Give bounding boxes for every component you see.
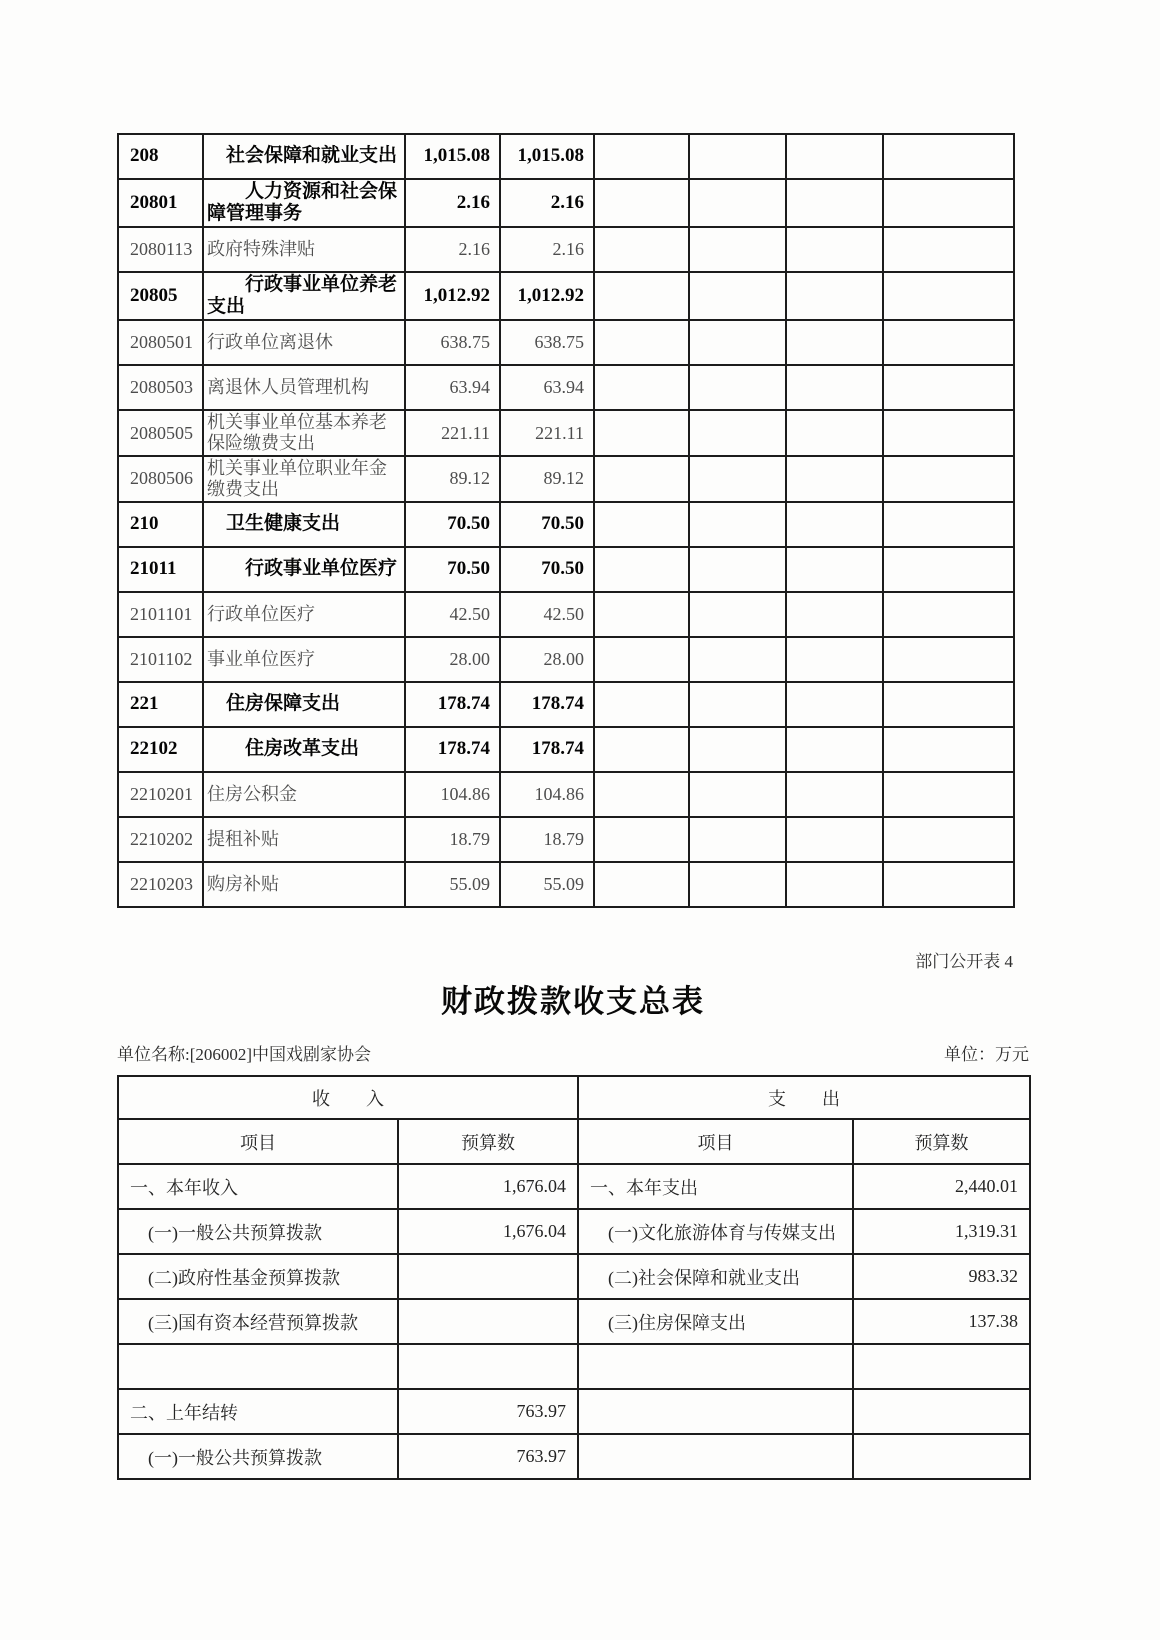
empty-cell <box>786 227 883 272</box>
v2-cell: 178.74 <box>500 682 594 727</box>
empty-cell <box>594 410 689 456</box>
v2-cell: 1,012.92 <box>500 272 594 320</box>
table-row <box>118 179 1014 227</box>
empty-cell <box>689 320 786 365</box>
code-cell: 21011 <box>118 547 203 592</box>
sheet-label: 部门公开表 4 <box>915 952 1013 971</box>
expense-value-cell <box>853 1434 1030 1479</box>
v2-cell: 89.12 <box>500 456 594 502</box>
name-cell: 提租补贴 <box>203 817 405 862</box>
expense-section-header: 支 出 <box>578 1076 1030 1119</box>
v2-cell: 104.86 <box>500 772 594 817</box>
v1-cell: 70.50 <box>405 502 500 547</box>
expense-budget-header: 预算数 <box>853 1119 1030 1164</box>
v1-cell: 42.50 <box>405 592 500 637</box>
expense-item-cell: (三)住房保障支出 <box>578 1299 853 1344</box>
name-cell: 住房改革支出 <box>203 727 405 772</box>
empty-cell <box>594 179 689 227</box>
v1-cell: 55.09 <box>405 862 500 907</box>
expense-value-cell <box>853 1389 1030 1434</box>
table-row <box>118 410 1014 456</box>
summary-table-head <box>118 1076 1030 1164</box>
name-cell: 卫生健康支出 <box>203 502 405 547</box>
empty-cell <box>689 592 786 637</box>
income-item-cell: 一、本年收入 <box>118 1164 398 1209</box>
table-row <box>118 502 1014 547</box>
income-value-cell <box>398 1344 578 1389</box>
table-row <box>118 637 1014 682</box>
code-cell: 2080503 <box>118 365 203 410</box>
table-row <box>118 817 1014 862</box>
v2-cell: 2.16 <box>500 227 594 272</box>
empty-cell <box>786 179 883 227</box>
table-row <box>118 1434 1030 1479</box>
name-cell: 机关事业单位基本养老保险缴费支出 <box>203 410 405 456</box>
empty-cell <box>594 365 689 410</box>
income-value-cell: 763.97 <box>398 1434 578 1479</box>
table-row <box>118 227 1014 272</box>
code-cell: 2210202 <box>118 817 203 862</box>
table-row <box>118 1209 1030 1254</box>
table-row <box>118 727 1014 772</box>
funding-summary-table <box>117 1075 1031 1480</box>
empty-cell <box>689 502 786 547</box>
empty-cell <box>594 727 689 772</box>
income-value-cell: 1,676.04 <box>398 1164 578 1209</box>
code-cell: 22102 <box>118 727 203 772</box>
v1-cell: 18.79 <box>405 817 500 862</box>
empty-cell <box>786 592 883 637</box>
expense-value-cell: 983.32 <box>853 1254 1030 1299</box>
name-cell: 行政单位医疗 <box>203 592 405 637</box>
empty-cell <box>883 862 1014 907</box>
code-cell: 210 <box>118 502 203 547</box>
code-cell: 2080506 <box>118 456 203 502</box>
name-cell: 政府特殊津贴 <box>203 227 405 272</box>
empty-cell <box>594 227 689 272</box>
code-cell: 208 <box>118 134 203 179</box>
expense-item-header: 项目 <box>578 1119 853 1164</box>
income-item-header: 项目 <box>118 1119 398 1164</box>
v1-cell: 178.74 <box>405 682 500 727</box>
empty-cell <box>883 547 1014 592</box>
table-row <box>118 1389 1030 1434</box>
code-cell: 20805 <box>118 272 203 320</box>
empty-cell <box>594 682 689 727</box>
empty-cell <box>689 410 786 456</box>
table-row <box>118 272 1014 320</box>
table-row <box>118 1299 1030 1344</box>
empty-cell <box>594 134 689 179</box>
table-row <box>118 365 1014 410</box>
table-row <box>118 547 1014 592</box>
expense-value-cell: 2,440.01 <box>853 1164 1030 1209</box>
empty-cell <box>786 410 883 456</box>
v1-cell: 638.75 <box>405 320 500 365</box>
empty-cell <box>594 592 689 637</box>
empty-cell <box>689 772 786 817</box>
page-title: 财政拨款收支总表 <box>441 984 705 1019</box>
empty-cell <box>883 456 1014 502</box>
empty-cell <box>883 365 1014 410</box>
v2-cell: 178.74 <box>500 727 594 772</box>
empty-cell <box>786 320 883 365</box>
income-value-cell <box>398 1254 578 1299</box>
v1-cell: 89.12 <box>405 456 500 502</box>
code-cell: 2080501 <box>118 320 203 365</box>
empty-cell <box>883 727 1014 772</box>
expense-value-cell: 1,319.31 <box>853 1209 1030 1254</box>
table-row <box>118 320 1014 365</box>
empty-cell <box>689 227 786 272</box>
expense-item-cell <box>578 1344 853 1389</box>
code-cell: 2210203 <box>118 862 203 907</box>
name-cell: 住房公积金 <box>203 772 405 817</box>
empty-cell <box>689 134 786 179</box>
empty-cell <box>689 547 786 592</box>
v2-cell: 221.11 <box>500 410 594 456</box>
empty-cell <box>883 682 1014 727</box>
income-item-cell: (一)一般公共预算拨款 <box>118 1209 398 1254</box>
empty-cell <box>883 179 1014 227</box>
unit-name: 单位名称:[206002]中国戏剧家协会 <box>117 1045 372 1064</box>
table-row <box>118 592 1014 637</box>
empty-cell <box>594 637 689 682</box>
v1-cell: 2.16 <box>405 227 500 272</box>
empty-cell <box>883 410 1014 456</box>
empty-cell <box>883 772 1014 817</box>
code-cell: 221 <box>118 682 203 727</box>
empty-cell <box>689 817 786 862</box>
empty-cell <box>786 727 883 772</box>
name-cell: 行政事业单位养老支出 <box>203 272 405 320</box>
v2-cell: 70.50 <box>500 502 594 547</box>
empty-cell <box>883 502 1014 547</box>
empty-cell <box>786 772 883 817</box>
name-cell: 人力资源和社会保障管理事务 <box>203 179 405 227</box>
table-row <box>118 772 1014 817</box>
v2-cell: 1,015.08 <box>500 134 594 179</box>
v1-cell: 104.86 <box>405 772 500 817</box>
empty-cell <box>786 862 883 907</box>
code-cell: 2210201 <box>118 772 203 817</box>
expense-value-cell: 137.38 <box>853 1299 1030 1344</box>
income-value-cell: 763.97 <box>398 1389 578 1434</box>
code-cell: 2080113 <box>118 227 203 272</box>
empty-cell <box>689 179 786 227</box>
empty-cell <box>594 772 689 817</box>
table-row <box>118 1164 1030 1209</box>
v1-cell: 63.94 <box>405 365 500 410</box>
empty-cell <box>786 365 883 410</box>
empty-cell <box>883 637 1014 682</box>
v1-cell: 70.50 <box>405 547 500 592</box>
v1-cell: 221.11 <box>405 410 500 456</box>
code-cell: 2080505 <box>118 410 203 456</box>
v2-cell: 42.50 <box>500 592 594 637</box>
empty-cell <box>689 727 786 772</box>
v2-cell: 55.09 <box>500 862 594 907</box>
v2-cell: 70.50 <box>500 547 594 592</box>
code-cell: 2101101 <box>118 592 203 637</box>
expense-item-cell: 一、本年支出 <box>578 1164 853 1209</box>
empty-cell <box>786 272 883 320</box>
v1-cell: 178.74 <box>405 727 500 772</box>
name-cell: 离退休人员管理机构 <box>203 365 405 410</box>
empty-cell <box>689 682 786 727</box>
v1-cell: 28.00 <box>405 637 500 682</box>
v2-cell: 28.00 <box>500 637 594 682</box>
table-row <box>118 1254 1030 1299</box>
name-cell: 购房补贴 <box>203 862 405 907</box>
income-item-cell <box>118 1344 398 1389</box>
v2-cell: 63.94 <box>500 365 594 410</box>
name-cell: 机关事业单位职业年金缴费支出 <box>203 456 405 502</box>
empty-cell <box>883 134 1014 179</box>
code-cell: 2101102 <box>118 637 203 682</box>
income-item-cell: (三)国有资本经营预算拨款 <box>118 1299 398 1344</box>
v1-cell: 2.16 <box>405 179 500 227</box>
table-row <box>118 456 1014 502</box>
expense-value-cell <box>853 1344 1030 1389</box>
empty-cell <box>689 862 786 907</box>
summary-table-body <box>118 1164 1030 1479</box>
expense-item-cell: (一)文化旅游体育与传媒支出 <box>578 1209 853 1254</box>
section-header-row <box>118 1076 1030 1119</box>
name-cell: 社会保障和就业支出 <box>203 134 405 179</box>
name-cell: 行政单位离退休 <box>203 320 405 365</box>
empty-cell <box>883 592 1014 637</box>
empty-cell <box>786 502 883 547</box>
empty-cell <box>594 456 689 502</box>
empty-cell <box>594 320 689 365</box>
table-row <box>118 1344 1030 1389</box>
unit-line <box>117 1040 1029 1065</box>
empty-cell <box>883 272 1014 320</box>
name-cell: 住房保障支出 <box>203 682 405 727</box>
income-budget-header: 预算数 <box>398 1119 578 1164</box>
empty-cell <box>594 817 689 862</box>
code-cell: 20801 <box>118 179 203 227</box>
empty-cell <box>883 227 1014 272</box>
income-item-cell: (二)政府性基金预算拨款 <box>118 1254 398 1299</box>
empty-cell <box>689 637 786 682</box>
empty-cell <box>786 817 883 862</box>
v2-cell: 638.75 <box>500 320 594 365</box>
v1-cell: 1,012.92 <box>405 272 500 320</box>
empty-cell <box>786 637 883 682</box>
income-value-cell <box>398 1299 578 1344</box>
unit-label: 单位：万元 <box>944 1045 1029 1064</box>
income-value-cell: 1,676.04 <box>398 1209 578 1254</box>
income-section-header: 收 入 <box>118 1076 578 1119</box>
empty-cell <box>594 502 689 547</box>
empty-cell <box>594 272 689 320</box>
expense-item-cell: (二)社会保障和就业支出 <box>578 1254 853 1299</box>
empty-cell <box>786 547 883 592</box>
empty-cell <box>883 320 1014 365</box>
empty-cell <box>594 547 689 592</box>
empty-cell <box>594 862 689 907</box>
expense-item-cell <box>578 1389 853 1434</box>
empty-cell <box>689 365 786 410</box>
name-cell: 事业单位医疗 <box>203 637 405 682</box>
empty-cell <box>689 272 786 320</box>
name-cell: 行政事业单位医疗 <box>203 547 405 592</box>
table-row <box>118 862 1014 907</box>
v1-cell: 1,015.08 <box>405 134 500 179</box>
empty-cell <box>786 682 883 727</box>
table-row <box>118 134 1014 179</box>
v2-cell: 2.16 <box>500 179 594 227</box>
budget-continuation-table <box>117 133 1015 908</box>
expense-item-cell <box>578 1434 853 1479</box>
income-item-cell: (一)一般公共预算拨款 <box>118 1434 398 1479</box>
empty-cell <box>786 456 883 502</box>
income-item-cell: 二、上年结转 <box>118 1389 398 1434</box>
column-header-row <box>118 1119 1030 1164</box>
empty-cell <box>883 817 1014 862</box>
empty-cell <box>786 134 883 179</box>
table-row <box>118 682 1014 727</box>
v2-cell: 18.79 <box>500 817 594 862</box>
empty-cell <box>689 456 786 502</box>
budget-table-body <box>118 134 1014 907</box>
